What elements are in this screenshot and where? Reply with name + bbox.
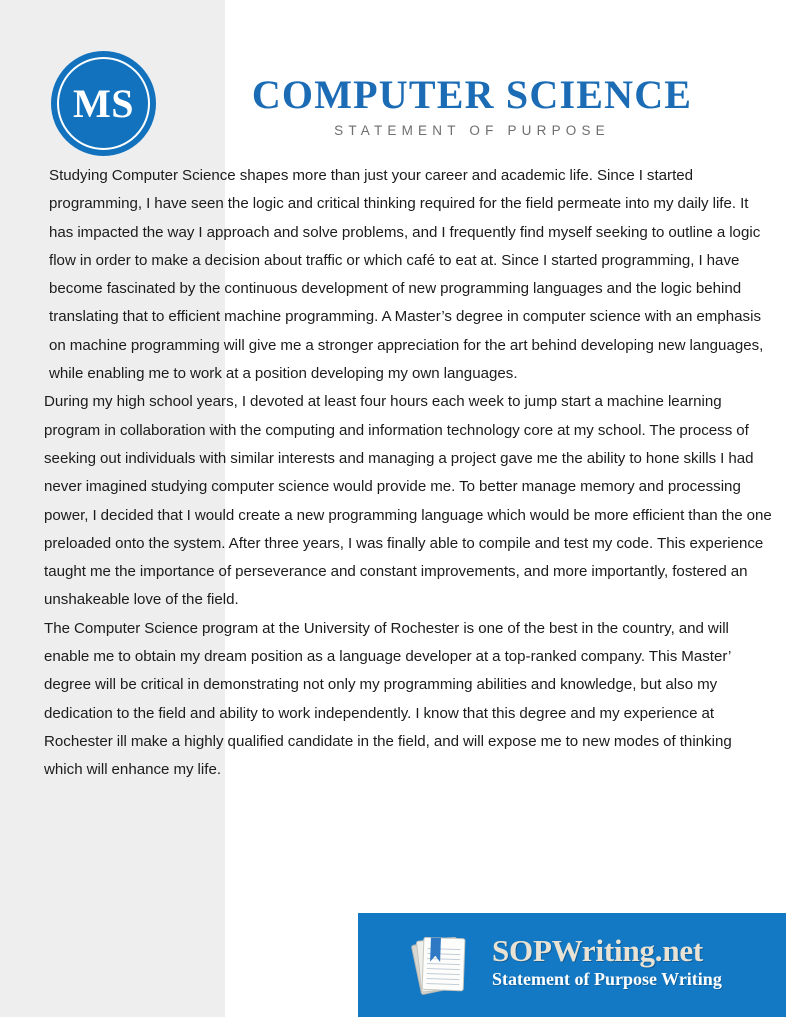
papers-bookmark-icon	[404, 928, 478, 1002]
banner-text-block	[492, 935, 722, 994]
ms-badge	[51, 51, 156, 156]
sopwriting-banner[interactable]	[358, 913, 786, 1017]
brand-name: SOPWriting.net	[492, 933, 704, 969]
paragraph: During my high school years, I devoted at least four hours each week to jump start a machine learning program in collaboration with the computing and information technology core at my school. The process of seeking out individuals with similar interests and managing a project gave me the ability to hone skills I had never imagined studying computer science would provide me. To better manage memory and processing power, I decided that I would create a new programming language which would be more efficient than the one preloaded onto the system. After three years, I was finally able to compile and test my code. This experience taught me the importance of perseverance and constant improvements, and more importantly, fostered an unshakeable love of the field.	[44, 393, 772, 609]
document-body	[44, 162, 772, 785]
page-title: COMPUTER SCIENCE	[251, 72, 693, 117]
badge-label: MS	[73, 80, 134, 126]
paragraph: The Computer Science program at the University of Rochester is one of the best in the country, and will enable me to obtain my dream position as a language developer at a top-ranked company. This Master’ degree will be critical in demonstrating not only my programming abilities and knowledge, but also my dedication to the field and ability to work independently. I know that this degree and my experience at Rochester ill make a highly qualified candidate in the field, and will expose me to new modes of thinking which will enhance my life.	[44, 619, 732, 779]
brand-tagline: Statement of Purpose Writing	[492, 968, 722, 989]
banner-content	[358, 913, 786, 1017]
page-subtitle: STATEMENT OF PURPOSE	[334, 123, 610, 138]
document-header	[0, 0, 786, 160]
paragraph: Studying Computer Science shapes more than just your career and academic life. Since I started programming, I have seen the logic and critical thinking required for the field permeate into my daily life. It has impacted the way I approach and solve problems, and I frequently find myself seeking to outline a logic flow in order to make a decision about traffic or which café to eat at. Since I started programming, I have become fascinated by the continuous development of new programming languages and the logic behind translating that to efficient machine programming. A Master’s degree in computer science with an emphasis on machine programming will give me a stronger appreciation for the art behind developing new languages, while enabling me to work at a position developing my own languages.	[49, 167, 764, 383]
title-block	[222, 74, 722, 138]
